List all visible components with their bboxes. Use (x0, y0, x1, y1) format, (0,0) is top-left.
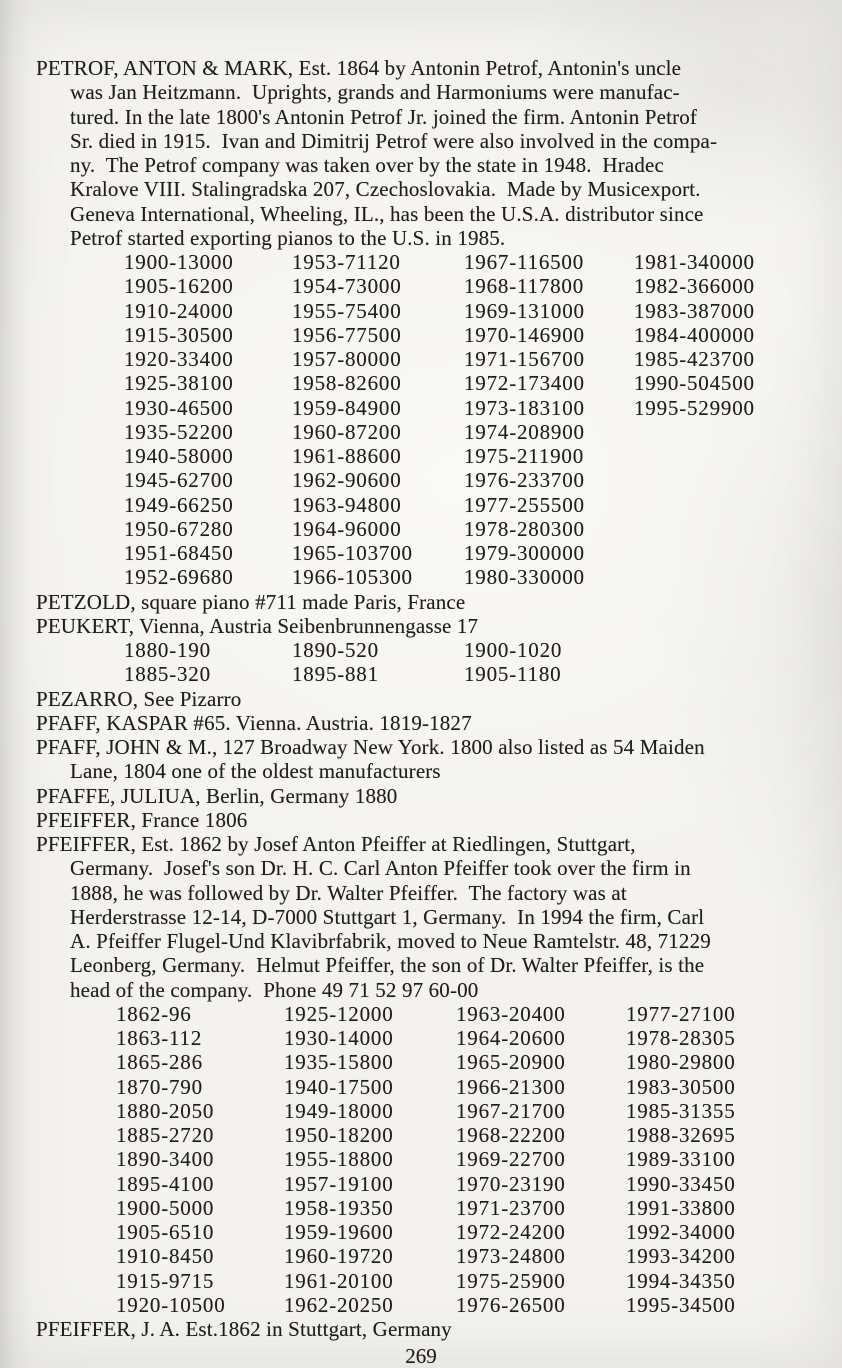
serial-row (36, 1050, 822, 1074)
serial-cell: 1985-423700 (634, 347, 755, 371)
serial-cell: 1992-34000 (626, 1220, 736, 1244)
serial-cell: 1980-330000 (464, 565, 585, 590)
serial-cell: 1976-233700 (464, 468, 585, 493)
serial-cell: 1900-13000 (124, 250, 234, 274)
entry-heading-line: PFEIFFER, Est. 1862 by Josef Anton Pfeiffer at Riedlingen, Stuttgart, (36, 832, 636, 856)
entry-continuation-line: ny. The Petrof company was taken over by the state in 1948. Hradec (70, 153, 664, 177)
entry-continuation-line: Petrof started exporting pianos to the U.S. in 1985. (70, 225, 506, 250)
petrof-anton-mark-serial-table (36, 250, 822, 590)
serial-cell: 1862-96 (116, 1001, 192, 1026)
entry-continuation-line: A. Pfeiffer Flugel-Und Klavibrfabrik, moved to Neue Ramtelstr. 48, 71229 (70, 929, 711, 953)
serial-cell: 1960-87200 (292, 419, 402, 444)
serial-cell: 1880-190 (124, 638, 211, 662)
serial-cell (634, 517, 822, 541)
serial-cell: 1885-2720 (116, 1123, 215, 1147)
serial-cell: 1935-52200 (124, 419, 234, 444)
serial-cell: 1981-340000 (634, 250, 755, 274)
entry-continuation-line: Sr. died in 1915. Ivan and Dimitrij Petrof were also involved in the compa- (70, 128, 718, 153)
serial-cell: 1900-5000 (116, 1195, 215, 1220)
serial-row (36, 1196, 822, 1220)
serial-row (36, 468, 822, 492)
serial-cell: 1978-28305 (626, 1026, 736, 1050)
serial-cell: 1950-67280 (124, 516, 234, 541)
serial-cell: 1982-366000 (634, 274, 755, 299)
serial-row (36, 420, 822, 444)
serial-cell: 1983-30500 (626, 1074, 736, 1099)
serial-cell: 1910-24000 (124, 298, 234, 323)
serial-cell: 1988-32695 (626, 1123, 736, 1147)
serial-cell: 1993-34200 (626, 1244, 736, 1269)
serial-cell: 1935-15800 (284, 1050, 394, 1075)
serial-cell: 1952-69680 (124, 565, 234, 590)
serial-cell: 1940-58000 (124, 444, 234, 468)
serial-cell: 1969-22700 (456, 1147, 566, 1172)
serial-cell (634, 493, 822, 517)
serial-cell: 1968-117800 (464, 274, 585, 299)
serial-row (36, 444, 822, 468)
serial-cell: 1925-12000 (284, 1001, 394, 1026)
serial-row (36, 1220, 822, 1244)
serial-cell: 1990-33450 (626, 1171, 736, 1196)
serial-cell: 1989-33100 (626, 1147, 736, 1172)
serial-cell: 1995-34500 (626, 1292, 736, 1317)
entry-peukert (36, 614, 822, 687)
entry-continuation-line: was Jan Heitzmann. Uprights, grands and Harmoniums were manufac- (70, 80, 680, 105)
serial-cell: 1963-20400 (456, 1001, 566, 1026)
serial-row (36, 371, 822, 395)
serial-row (36, 1269, 822, 1293)
entry-continuation-line: head of the company. Phone 49 71 52 97 60-00 (70, 977, 479, 1002)
entry-heading-line: PETZOLD, square piano #711 made Paris, France (36, 589, 466, 614)
serial-cell (634, 565, 822, 589)
serial-cell: 1961-88600 (292, 444, 402, 468)
entry-continuation-line: Kralove VIII. Stalingradska 207, Czechoslovakia. Made by Musicexport. (70, 177, 701, 202)
serial-row (36, 1293, 822, 1317)
serial-row (36, 638, 822, 662)
entry-continuation-line: Herderstrasse 12-14, D-7000 Stuttgart 1, Germany. In 1994 the firm, Carl (70, 904, 705, 929)
entry-petrof-anton-mark (36, 56, 822, 590)
serial-row (36, 1244, 822, 1268)
pfeiffer-est-1862-serial-table (36, 1002, 822, 1317)
entry-pezarro (36, 687, 822, 711)
serial-cell: 1962-20250 (284, 1292, 394, 1317)
serial-cell: 1963-94800 (292, 492, 402, 517)
serial-cell: 1985-31355 (626, 1098, 736, 1123)
serial-cell: 1925-38100 (124, 371, 234, 396)
serial-cell: 1972-24200 (456, 1220, 566, 1244)
serial-row (36, 1147, 822, 1171)
serial-row (36, 1002, 822, 1026)
serial-cell: 1991-33800 (626, 1195, 736, 1220)
serial-cell: 1930-46500 (124, 395, 234, 420)
serial-cell: 1915-9715 (116, 1268, 215, 1293)
serial-cell: 1975-25900 (456, 1268, 566, 1293)
serial-cell: 1885-320 (124, 662, 211, 687)
serial-cell: 1955-75400 (292, 298, 402, 323)
serial-row (36, 274, 822, 298)
serial-cell: 1940-17500 (284, 1074, 394, 1099)
serial-cell: 1970-23190 (456, 1171, 566, 1196)
entry-pfeiffer-est-1862 (36, 832, 822, 1317)
serial-cell: 1930-14000 (284, 1026, 394, 1050)
entry-heading-line: PFEIFFER, J. A. Est.1862 in Stuttgart, Germany (36, 1317, 452, 1341)
entry-heading-line: PETROF, ANTON & MARK, Est. 1864 by Antonin Petrof, Antonin's uncle (36, 56, 682, 80)
entry-pfaffe-juliua (36, 784, 822, 808)
serial-cell: 1960-19720 (284, 1244, 394, 1269)
serial-cell: 1965-103700 (292, 541, 413, 565)
serial-cell: 1905-1180 (464, 662, 562, 687)
entry-continuation-line: 1888, he was followed by Dr. Walter Pfeiffer. The factory was at (70, 880, 627, 905)
serial-cell: 1973-183100 (464, 395, 585, 420)
serial-cell: 1910-8450 (116, 1244, 215, 1269)
serial-cell: 1863-112 (116, 1026, 203, 1050)
serial-cell: 1977-255500 (464, 492, 585, 517)
serial-cell: 1973-24800 (456, 1244, 566, 1269)
serial-cell: 1957-80000 (292, 347, 402, 371)
serial-row (36, 493, 822, 517)
entry-heading-line: PEZARRO, See Pizarro (36, 686, 242, 711)
serial-row (36, 1099, 822, 1123)
entry-continuation-line: Germany. Josef's son Dr. H. C. Carl Anton Pfeiffer took over the firm in (70, 856, 691, 881)
entry-heading-line: PEUKERT, Vienna, Austria Seibenbrunnengasse 17 (36, 613, 479, 638)
entry-pfaff-john (36, 735, 822, 784)
serial-row (36, 323, 822, 347)
serial-cell: 1964-96000 (292, 516, 402, 541)
serial-cell: 1890-3400 (116, 1147, 215, 1172)
serial-cell: 1974-208900 (464, 419, 585, 444)
serial-cell: 1977-27100 (626, 1001, 736, 1026)
serial-cell: 1994-34350 (626, 1268, 736, 1293)
serial-cell: 1990-504500 (634, 371, 755, 396)
entry-pfeiffer-ja (36, 1317, 822, 1341)
entry-petzold (36, 590, 822, 614)
serial-cell: 1890-520 (292, 638, 379, 662)
serial-cell: 1966-21300 (456, 1074, 566, 1099)
entry-heading-line: PFAFFE, JULIUA, Berlin, Germany 1880 (36, 783, 398, 808)
serial-cell: 1949-66250 (124, 492, 234, 517)
serial-cell: 1971-156700 (464, 347, 585, 371)
serial-cell: 1983-387000 (634, 298, 755, 323)
entry-continuation-line: tured. In the late 1800's Antonin Petrof Jr. joined the firm. Antonin Petrof (70, 104, 698, 129)
serial-cell: 1958-82600 (292, 371, 402, 396)
peukert-serial-table (36, 638, 822, 687)
serial-cell (634, 444, 822, 468)
serial-cell: 1976-26500 (456, 1292, 566, 1317)
serial-cell: 1945-62700 (124, 468, 234, 493)
serial-cell: 1978-280300 (464, 516, 585, 541)
serial-cell: 1962-90600 (292, 468, 402, 493)
entry-continuation-line: Lane, 1804 one of the oldest manufacturers (70, 759, 441, 784)
serial-cell: 1953-71120 (292, 250, 401, 274)
entry-pfaff-kaspar (36, 711, 822, 735)
serial-cell: 1995-529900 (634, 395, 755, 420)
serial-cell: 1870-790 (116, 1074, 203, 1099)
serial-row (36, 541, 822, 565)
serial-row (36, 1026, 822, 1050)
serial-row (36, 299, 822, 323)
serial-row (36, 250, 822, 274)
serial-cell: 1971-23700 (456, 1195, 566, 1220)
serial-cell: 1965-20900 (456, 1050, 566, 1075)
entry-pfeiffer-france (36, 808, 822, 832)
serial-cell: 1961-20100 (284, 1268, 394, 1293)
serial-cell: 1956-77500 (292, 322, 402, 347)
entry-continuation-line: Leonberg, Germany. Helmut Pfeiffer, the son of Dr. Walter Pfeiffer, is the (70, 953, 705, 978)
serial-cell: 1959-84900 (292, 395, 402, 420)
serial-cell (634, 420, 822, 444)
serial-cell: 1969-131000 (464, 298, 585, 323)
serial-cell: 1895-4100 (116, 1171, 215, 1196)
serial-row (36, 396, 822, 420)
serial-row (36, 347, 822, 371)
entry-heading-line: PFAFF, KASPAR #65. Vienna. Austria. 1819-1827 (36, 710, 472, 735)
serial-cell: 1972-173400 (464, 371, 585, 396)
serial-cell: 1984-400000 (634, 322, 755, 347)
serial-cell: 1967-116500 (464, 250, 585, 274)
serial-row (36, 1172, 822, 1196)
serial-cell: 1958-19350 (284, 1195, 394, 1220)
serial-cell: 1920-10500 (116, 1292, 226, 1317)
serial-cell: 1954-73000 (292, 274, 402, 299)
serial-cell: 1865-286 (116, 1050, 203, 1075)
atlas-entries (36, 56, 822, 1341)
serial-cell: 1920-33400 (124, 347, 234, 371)
serial-cell: 1950-18200 (284, 1123, 394, 1147)
serial-cell (634, 541, 822, 565)
serial-cell: 1949-18000 (284, 1098, 394, 1123)
serial-row (36, 662, 822, 686)
serial-cell: 1959-19600 (284, 1220, 394, 1244)
entry-heading-line: PFAFF, JOHN & M., 127 Broadway New York. 1800 also listed as 54 Maiden (36, 735, 705, 759)
serial-cell: 1900-1020 (464, 638, 563, 662)
serial-cell: 1905-16200 (124, 274, 234, 299)
serial-cell: 1951-68450 (124, 541, 234, 565)
serial-cell: 1880-2050 (116, 1098, 215, 1123)
serial-row (36, 517, 822, 541)
serial-cell: 1968-22200 (456, 1123, 566, 1147)
serial-cell: 1975-211900 (464, 444, 585, 468)
entry-continuation-line: Geneva International, Wheeling, IL., has been the U.S.A. distributor since (70, 201, 704, 226)
serial-cell: 1967-21700 (456, 1098, 566, 1123)
serial-cell: 1966-105300 (292, 565, 413, 590)
serial-cell: 1957-19100 (284, 1171, 394, 1196)
serial-cell: 1915-30500 (124, 322, 234, 347)
page-number: 269 (405, 1344, 437, 1368)
serial-row (36, 1075, 822, 1099)
serial-cell: 1905-6510 (116, 1220, 215, 1244)
serial-cell: 1895-881 (292, 662, 379, 687)
serial-cell: 1970-146900 (464, 322, 585, 347)
serial-cell: 1955-18800 (284, 1147, 394, 1172)
serial-cell: 1979-300000 (464, 541, 585, 565)
serial-cell: 1980-29800 (626, 1050, 736, 1075)
serial-cell: 1964-20600 (456, 1026, 566, 1050)
serial-row (36, 565, 822, 589)
serial-row (36, 1123, 822, 1147)
entry-heading-line: PFEIFFER, France 1806 (36, 807, 248, 832)
serial-cell (634, 468, 822, 492)
